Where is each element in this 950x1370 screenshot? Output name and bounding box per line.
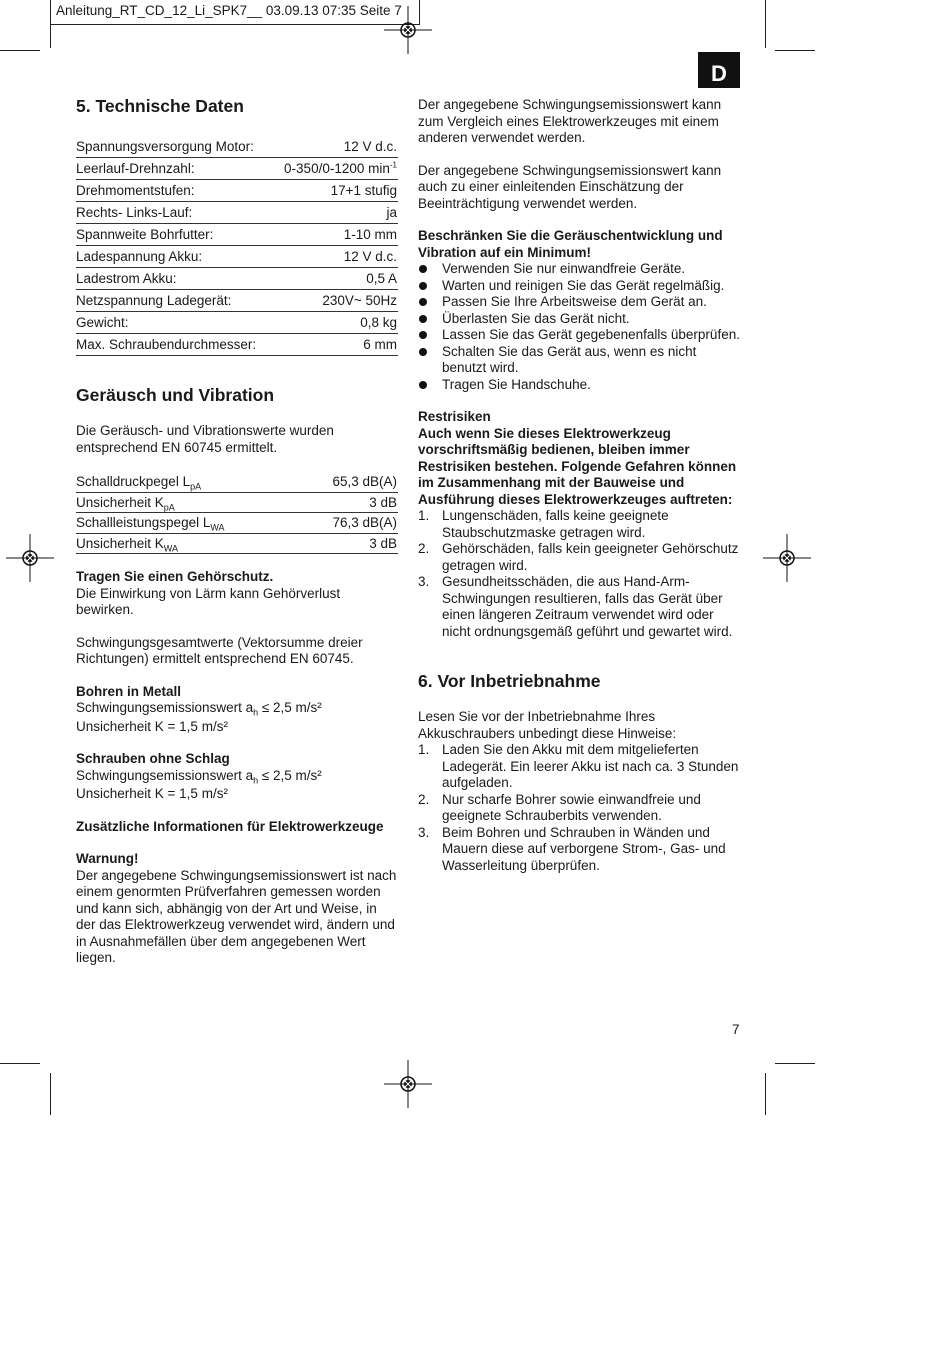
spec-label: Leerlauf-Drehnzahl: <box>76 158 274 180</box>
list-text: Lungenschäden, falls keine geeignete Staubschutzmaske getragen wird. <box>442 508 669 540</box>
spec-label: Gewicht: <box>76 312 274 334</box>
spec-label: Ladespannung Akku: <box>76 246 274 268</box>
spec-table <box>76 136 398 356</box>
noise-label: Schalldruckpegel $L_{pA}$ <box>76 472 300 492</box>
spec-row <box>76 312 398 334</box>
page-number: 7 <box>732 1022 740 1037</box>
noise-table <box>76 472 398 554</box>
before-use-intro: Lesen Sie vor der Inbetriebnahme Ihres Akkuschraubers unbedingt diese Hinweise: <box>418 709 677 741</box>
list-number: 2. <box>418 541 430 556</box>
right-column <box>418 97 743 874</box>
spec-row <box>76 334 398 356</box>
noise-label: Unsicherheit $K_{WA}$ <box>76 533 300 554</box>
list-item <box>418 742 743 792</box>
list-text: Gehörschäden, falls kein geeigneter Gehörschutz getragen wird. <box>442 541 739 573</box>
spec-label: Drehmomentstufen: <box>76 180 274 202</box>
list-item <box>418 574 743 640</box>
spec-label: Netzspannung Ladegerät: <box>76 290 274 312</box>
spec-value: 12 V d.c. <box>274 136 398 158</box>
spec-value: 12 V d.c. <box>274 246 398 268</box>
spec-value: ja <box>274 202 398 224</box>
list-item <box>418 508 743 541</box>
before-use-steps <box>418 742 743 874</box>
list-item: Warten und reinigen Sie das Gerät regelmäßig. <box>418 278 743 295</box>
spec-row <box>76 158 398 180</box>
noise-value: 65,3 dB(A) <box>300 472 398 492</box>
spec-label: Ladestrom Akku: <box>76 268 274 290</box>
vibration-total-text: Schwingungsgesamtwerte (Vektorsumme dreier Richtungen) ermittelt entsprechend EN 60745. <box>76 634 363 666</box>
screw-vibration-value: Schwingungsemissionswert $a_h \le 2,5$ m/s² <box>76 767 322 786</box>
list-item: Passen Sie Ihre Arbeitsweise dem Gerät an. <box>418 294 743 311</box>
noise-reduction-list <box>418 261 743 393</box>
left-column <box>76 95 401 967</box>
spec-row <box>76 268 398 290</box>
spec-value: 0,8 kg <box>274 312 398 334</box>
noise-label: Schallleistungspegel $L_{WA}$ <box>76 513 300 534</box>
list-text: Nur scharfe Bohrer sowie einwandfreie und geeignete Schrauberbits verwenden. <box>442 791 701 823</box>
spec-value: 17+1 stufig <box>274 180 398 202</box>
spec-row <box>76 246 398 268</box>
noise-row <box>76 533 398 554</box>
drill-vibration-value: Schwingungsemissionswert $a_h \le 2,5$ m/s² <box>76 700 322 718</box>
noise-row <box>76 472 398 492</box>
residual-risks-list <box>418 508 743 640</box>
section-title-technical-data: 5. Technische Daten <box>76 96 244 116</box>
noise-row <box>76 513 398 534</box>
list-number: 2. <box>418 791 430 807</box>
hearing-protection-text: Die Einwirkung von Lärm kann Gehörverlust bewirken. <box>76 585 341 617</box>
extra-info-heading: Zusätzliche Informationen für Elektrowerkzeuge <box>76 818 384 834</box>
spec-label: Rechts- Links-Lauf: <box>76 202 274 224</box>
spec-value: 1-10 mm <box>274 224 398 246</box>
list-text: Beim Bohren und Schrauben in Wänden und Mauern diese auf verborgene Strom-, Gas- und Wasserleitung überprüfen. <box>442 824 726 873</box>
drill-uncertainty: Unsicherheit K = 1,5 m/s² <box>76 718 228 734</box>
language-tab: D <box>698 52 740 88</box>
spec-row <box>76 224 398 246</box>
registration-crosshair-icon <box>763 534 811 582</box>
vibration-comparison-text: Der angegebene Schwingungsemissionswert kann zum Vergleich eines Elektrowerkzeuges mit einem anderen verwendet werden. <box>418 97 722 145</box>
registration-crosshair-icon <box>384 6 432 54</box>
vibration-assessment-text: Der angegebene Schwingungsemissionswert kann auch zu einer einleitenden Einschätzung der Beeinträchtigung verwendet werden. <box>418 162 722 211</box>
print-slug-header: Anleitung_RT_CD_12_Li_SPK7__ 03.09.13 07:35 Seite 7 <box>50 0 420 25</box>
spec-label: Spannweite Bohrfutter: <box>76 224 274 246</box>
noise-label: Unsicherheit $K_{pA}$ <box>76 492 300 513</box>
drill-metal-heading: Bohren in Metall <box>76 683 182 699</box>
list-number: 3. <box>418 824 430 840</box>
residual-risks-heading: Restrisiken <box>418 409 491 424</box>
residual-risks-intro: Auch wenn Sie dieses Elektrowerkzeug vorschriftsmäßig bedienen, bleiben immer Restrisiken bestehen. Folgende Gefahren können im Zusammenhang mit der Bauweise und Ausführung dieses Elektrowerkzeuges auftreten: <box>418 425 737 507</box>
hearing-protection-heading: Tragen Sie einen Gehörschutz. <box>76 569 274 584</box>
list-item <box>418 825 743 875</box>
section-title-before-use: 6. Vor Inbetriebnahme <box>418 671 601 691</box>
warning-heading: Warnung! <box>76 851 139 866</box>
registration-crosshair-icon <box>6 534 54 582</box>
list-item <box>418 792 743 825</box>
spec-label: Max. Schraubendurchmesser: <box>76 334 274 356</box>
spec-value: 230V~ 50Hz <box>274 290 398 312</box>
noise-value: 76,3 dB(A) <box>300 513 398 534</box>
list-number: 1. <box>418 742 430 757</box>
list-number: 1. <box>418 508 430 523</box>
noise-row <box>76 492 398 513</box>
spec-value: 6 mm <box>274 334 398 356</box>
warning-text: Der angegebene Schwingungsemissionswert ist nach einem genormten Prüfverfahren gemessen worden und kann sich, abhängig von der Art und Weise, in der das Elektrowerkzeug verwendet wird, ändern und in Ausnahmefällen über dem angegebenen Wert liegen. <box>76 867 397 965</box>
spec-row <box>76 202 398 224</box>
noise-value: 3 dB <box>300 492 398 513</box>
spec-label: Spannungsversorgung Motor: <box>76 136 274 158</box>
spec-row <box>76 290 398 312</box>
noise-intro: Die Geräusch- und Vibrationswerte wurden entsprechend EN 60745 ermittelt. <box>76 423 334 455</box>
spec-value: 0-350/0-1200 $\min^{-1}$ <box>274 158 398 180</box>
screw-uncertainty: Unsicherheit K = 1,5 m/s² <box>76 786 228 801</box>
list-item: Überlasten Sie das Gerät nicht. <box>418 311 743 328</box>
limit-noise-heading: Beschränken Sie die Geräuschentwicklung und Vibration auf ein Minimum! <box>418 228 723 260</box>
spec-row <box>76 136 398 158</box>
list-number: 3. <box>418 574 430 589</box>
spec-value: 0,5 A <box>274 268 398 290</box>
screw-heading: Schrauben ohne Schlag <box>76 751 230 766</box>
list-item: Verwenden Sie nur einwandfreie Geräte. <box>418 261 743 278</box>
list-item <box>418 541 743 574</box>
registration-crosshair-icon <box>384 1060 432 1108</box>
spec-row <box>76 180 398 202</box>
list-text: Gesundheitsschäden, die aus Hand-Arm-Schwingungen resultieren, falls das Gerät über einen längeren Zeitraum verwendet wird oder nicht ordnungsgemäß geführt und gewartet wird. <box>442 574 733 639</box>
list-text: Laden Sie den Akku mit dem mitgelieferten Ladegerät. Ein leerer Akku ist nach ca. 3 Stunden aufgeladen. <box>442 742 739 790</box>
list-item: Schalten Sie das Gerät aus, wenn es nicht benutzt wird. <box>418 344 743 377</box>
noise-value: 3 dB <box>300 533 398 554</box>
list-item: Lassen Sie das Gerät gegebenenfalls überprüfen. <box>418 327 743 344</box>
section-title-noise: Geräusch und Vibration <box>76 385 275 405</box>
list-item: Tragen Sie Handschuhe. <box>418 377 743 394</box>
